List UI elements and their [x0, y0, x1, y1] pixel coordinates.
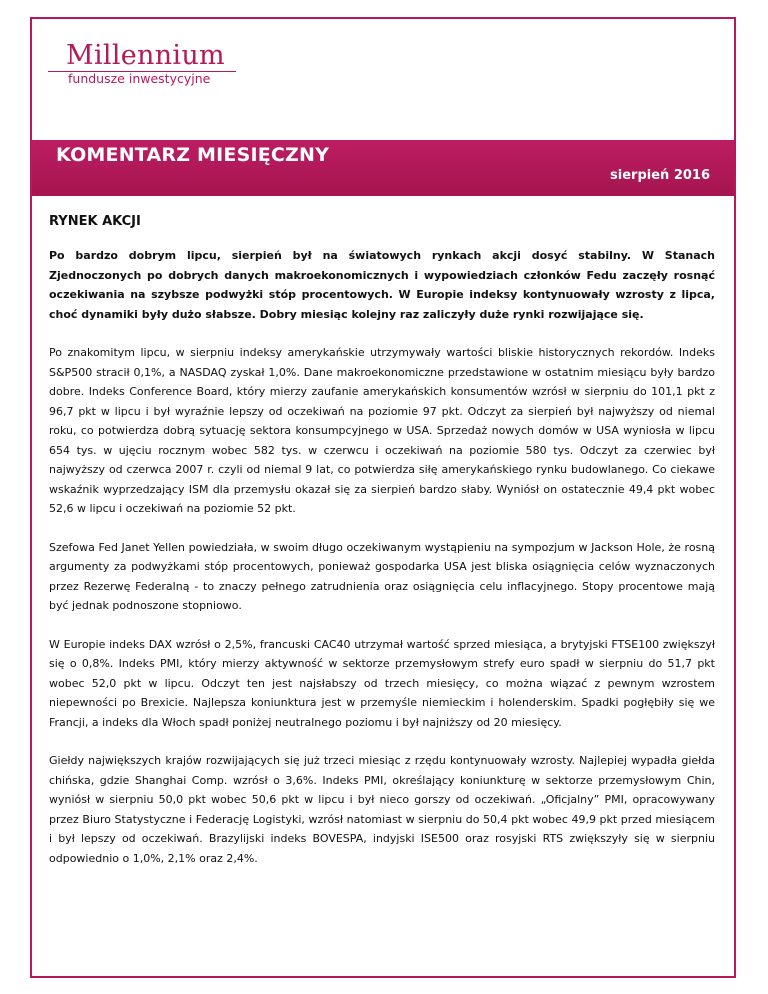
lead-paragraph: Po bardzo dobrym lipcu, sierpień był na światowych rynkach akcji dosyć stabilny. W Stanach Zjednoczonych po dobrych danych makroekonomicznych i wypowiedziach członków Fedu zaczęły rosnąć oczekiwania na szybsze podwyżki stóp procentowych. W Europie indeksy kontynuowały wzrosty z lipca, choć dynamiki były dużo słabsze. Dobry miesiąc kolejny raz zaliczyły duże rynki rozwijające się. — [49, 249, 715, 321]
article-body — [49, 246, 715, 887]
millennium-logo — [48, 40, 238, 90]
paragraph-europe: W Europie indeks DAX wzrósł o 2,5%, francuski CAC40 utrzymał wartość sprzed miesiąca, a brytyjski FTSE100 zwiększył się o 0,8%. Indeks PMI, który mierzy aktywność w sektorze przemysłowym strefy euro spadł w sierpniu do 51,7 pkt wobec 52,0 pkt w lipcu. Odczyt ten jest najsłabszy od trzech miesięcy, co można wiązać z pewnym wzrostem niepewności po Brexicie. Najlepsza koniunktura jest w przemyśle niemieckim i holenderskim. Spadki pogłębiły się we Francji, a indeks dla Włoch spadł poniżej neutralnego poziomu i był najniższy od 20 miesięcy. — [49, 637, 715, 729]
section-heading: RYNEK AKCJI — [49, 214, 141, 229]
logo-subtitle: fundusze inwestycyjne — [68, 71, 211, 86]
paragraph-us-market: Po znakomitym lipcu, w sierpniu indeksy amerykańskie utrzymywały wartości bliskie historycznych rekordów. Indeks S&P500 stracił 0,1%, a NASDAQ zyskał 1,0%. Dane makroekonomiczne przedstawione w ostatnim miesiącu były bardzo dobre. Indeks Conference Board, który mierzy zaufanie amerykańskich konsumentów wzrósł w sierpniu do 101,1 pkt z 96,7 pkt w lipcu i był wyraźnie lepszy od oczekiwań na poziomie 97 pkt. Odczyt za sierpień był najwyższy od niemal roku, co potwierdza dobrą sytuację sektora konsumpcyjnego w USA. Sprzedaż nowych domów w USA wyniosła w lipcu 654 tys. w ujęciu rocznym wobec 582 tys. w czerwcu i oczekiwań na poziomie 580 tys. Odczyt za czerwiec był najwyższy od czerwca 2007 r. czyli od niemal 9 lat, co potwierdza siłę amerykańskiego rynku budowlanego. Co ciekawe wskaźnik wyprzedzający ISM dla przemysłu okazał się za sierpień bardzo słaby. Wyniósł on ostatecznie 49,4 pkt wobec 52,6 w lipcu i oczekiwań na poziomie 52 pkt. — [49, 346, 715, 515]
logo-wordmark: Millennium — [66, 40, 225, 71]
paragraph-fed: Szefowa Fed Janet Yellen powiedziała, w swoim długo oczekiwanym wystąpieniu na sympozjum w Jackson Hole, że rosną argumenty za podwyżkami stóp procentowych, ponieważ gospodarka USA jest bliska osiągnięcia celów wyznaczonych przez Rezerwę Federalną - to znaczy pełnego zatrudnienia oraz osiągnięcia celu inflacyjnego. Stopy procentowe mają być jednak podnoszone stopniowo. — [49, 540, 715, 612]
report-date: sierpień 2016 — [610, 168, 710, 183]
header-banner — [32, 140, 734, 196]
page-title: KOMENTARZ MIESIĘCZNY — [56, 144, 330, 166]
paragraph-emerging-markets: Giełdy największych krajów rozwijających się już trzeci miesiąc z rzędu kontynuowały wzrosty. Najlepiej wypadła giełda chińska, gdzie Shanghai Comp. wzrósł o 3,6%. Indeks PMI, określający koniunkturę w sektorze przemysłowym Chin, wyniósł w sierpniu 50,0 pkt wobec 50,6 pkt w lipcu i był nieco gorszy od oczekiwań. „Oficjalny” PMI, opracowywany przez Biuro Statystyczne i Federację Logistyki, wzrósł natomiast w sierpniu do 50,4 pkt wobec 49,9 pkt przed miesiącem i był lepszy od oczekiwań. Brazylijski indeks BOVESPA, indyjski ISE500 oraz rosyjski RTS zwiększyły się w sierpniu odpowiednio o 1,0%, 2,1% oraz 2,4%. — [49, 754, 715, 865]
